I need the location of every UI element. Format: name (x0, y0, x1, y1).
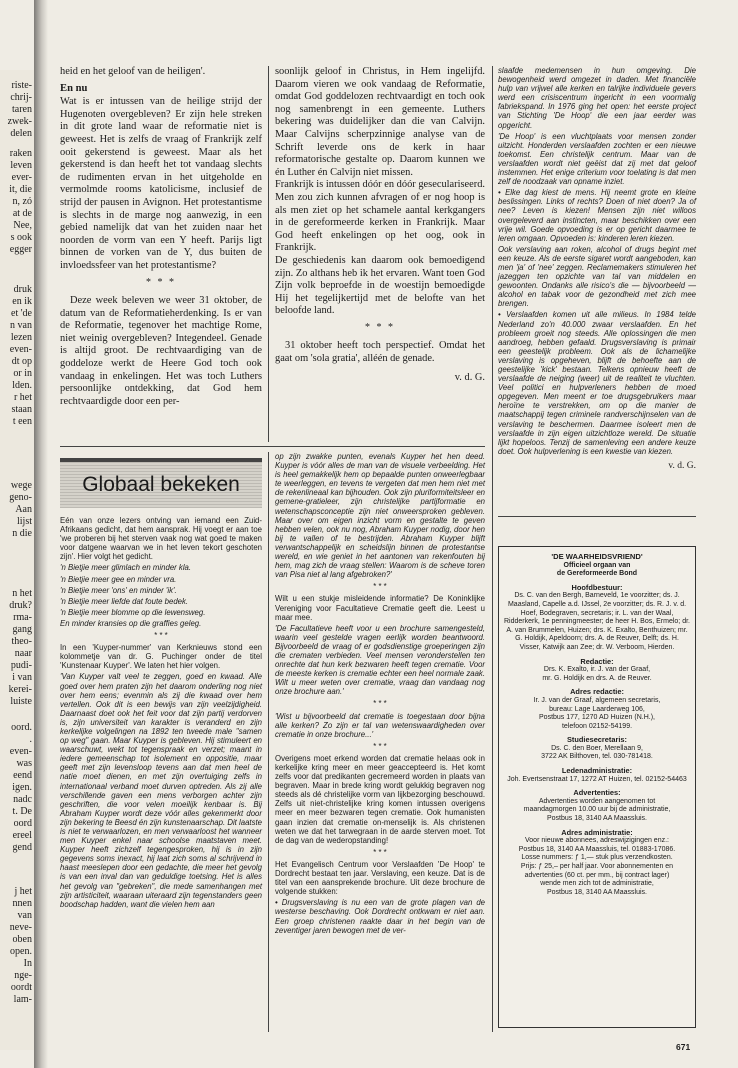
masthead-box (498, 546, 696, 1028)
masthead-line: maandagmorgen 10.00 uur bij de administratie, (523, 806, 671, 814)
masthead-sections (504, 584, 690, 898)
page-edge-fragment: or in (13, 368, 32, 379)
author-signature: v. d. G. (454, 371, 485, 383)
page-edge-fragment: oordt (10, 982, 32, 993)
paragraph: Wilt u een stukje misleidende informatie? De Koninklijke Vereniging voor Facultatieve Crematie geeft die. Leest u maar mee. (275, 594, 485, 622)
page-fold-shadow (34, 0, 48, 1068)
page-edge-fragment: wege (10, 480, 32, 491)
masthead-line: Postbus 177, 1270 AD Huizen (N.H.), (539, 714, 655, 722)
page-edge-fragment: van (17, 910, 32, 921)
masthead-line: Postbus 18, 3140 AA Maassluis. (546, 815, 647, 823)
masthead-title: 'DE WAARHEIDSVRIEND' (551, 552, 643, 561)
masthead-section (504, 829, 690, 898)
masthead-section (504, 736, 690, 762)
page-edge-fragment: oben (12, 934, 32, 945)
paragraph: Deze week beleven we weer 31 oktober, de datum van de Reformatieherdenking. Is er van de Reformatie, tegenover het machtige Rome, niet weinig overgebleven? Integendeel. Genade is altijd groot. De rechtvaardiging van de goddeloze werkt de Heere God toch ook vandaag in enkelingen. Het was toch Luthers persoonlijke ontdekking, dat God hem rechtvaardigde door een per- (60, 295, 262, 407)
article-column-right (275, 66, 485, 384)
masthead-section-heading: Advertenties: (573, 788, 621, 798)
page-edge-fragment: lden. (12, 380, 32, 391)
masthead-line: Losse nummers: ƒ 1,— stuk plus verzendkosten. (521, 854, 673, 862)
article-column-left (60, 66, 262, 408)
page-edge-fragment: lijst (16, 516, 32, 527)
section-separator: * * * (365, 321, 395, 333)
masthead-subtitle: Officieel orgaan van (563, 561, 631, 569)
page-edge-fragment: nge- (14, 970, 32, 981)
page-edge-fragment: eend (13, 770, 32, 781)
page-edge-fragment: et 'de (11, 308, 32, 319)
page-edge-fragment: n van (10, 320, 32, 331)
paragraph: 'De Hoop' is een vluchtplaats voor mensen zonder uitzicht. Honderden verslaafden zochten er een nieuwe toekomst. Een christelijk centrum. Maar van de verslaafden wordt niet geëist dat zij met dat geloof instemmen. Het enige criterium voor toelating is dat men zelf de noodzaak van opname inziet. (498, 131, 696, 187)
page-edge-fragment: egger (9, 244, 32, 255)
masthead-line: Joh. Evertsenstraat 17, 1272 AT Huizen, tel. 02152-54463 (507, 775, 687, 783)
masthead-line: Ds. C. van den Bergh, Barneveld, 1e voorzitter; ds. J. Maasland, Capelle a.d. IJssel, 2e voorzitter; ds. R. J. v. d. Hoef, Bodegraven, secretaris; ir. L. van der Waal, Ridderkerk, 1e penningmeester; de heer H. Bos, Ermelo; dr. A. van Brummelen, Huizen; drs. K. Exalto, Benthuizen; mr. G. Holdijk, Apeldoorn; drs. A. de Reuver, Delft; ds. H. Visser, Katwijk aan Zee; dr. W. Verboom, Hierden. (504, 592, 690, 651)
column-divider (492, 66, 493, 1032)
masthead-subtitle: de Gereformeerde Bond (556, 570, 638, 578)
page-edge-fragment: In (23, 958, 32, 969)
masthead-line: Prijs: ƒ 25,– per half jaar. Voor abonnementen en (520, 863, 674, 870)
section-divider (498, 516, 696, 517)
paragraph: soonlijk geloof in Christus, in Hem ingelijfd. Daarom vieren we ook vandaag de Reformatie, omdat God goddelozen rechtvaardigt en toch ook nog samenbrengt in een gemeente. Luthers bekering was duidelijker dan die van Calvijn. Maar Calvijns scherpzinnige analyse van de Schrift leverde ons de kerk in haar reformatorische gestalte op. Daarom kunnen we én Luther én Calvijn niet missen. (275, 66, 485, 178)
page-edge-fragment: riste- (11, 80, 32, 91)
paragraph: 31 oktober heeft toch perspectief. Omdat het gaat om 'sola gratia', alléén de genade. (275, 340, 485, 365)
page-edge-fragment: it, die (9, 184, 32, 195)
masthead-line: advertenties (60 ct. per mm., bij contract lager) (524, 871, 670, 879)
section-separator: * * * (373, 582, 387, 592)
page-edge-fragment: oord. (11, 722, 32, 733)
masthead-section (504, 658, 690, 684)
page-edge-fragment: nadc (13, 794, 32, 805)
masthead-section-heading: Studiesecretaris: (567, 735, 627, 745)
section-separator: * * * (373, 741, 387, 751)
globaal-column-2 (275, 452, 485, 937)
page-edge-fragment: naar (14, 648, 32, 659)
paragraph: • Elke dag kiest de mens. Hij neemt grote en kleine beslissingen. Links of rechts? Doen of niet doen? Ja of nee? Leven is kiezen! Mensen zijn niet willoos overgeleverd aan instincten, maar beschikken over een vrije wil. Goede opvoeding is er op gericht daarmee te leren omgaan. Opvoeden is: kinderen leren kiezen. (498, 188, 696, 243)
paragraph: op zijn zwakke punten, evenals Kuyper het hen deed. Kuyper is vóór alles de man van de visuele verbeelding. Het is heel gemakkelijk hem op bepaalde punten onweerlegbaar te weerleggen, en tevens te vergeten dat men hem niet met de rekenlineaal kan bijhouden. Ook zijn pluriformiteitsleer en gemene-gratieleer, zijn christelijke partijformatie en wetenschapsconceptie zijn niet onweersproken gebleven. Maar over om eigen inzicht vorm en gestalte te geven hebben velen, ook nu nog, Abraham Kuyper nodig, door hen bij te vallen of te bestrijden. Abraham Kuyper blijft verwantschappelijk en scheidslijn binnen de protestantse wereld, en wie geniet in het aantonen van rekenfouten bij hem, mag zich de vraag stellen: Waarom is de scheve toren van Pisa niet al lang afgebroken?' (275, 452, 485, 580)
page-edge-fragment: . (29, 734, 32, 745)
paragraph: 'n Bietjie meer glimlach en minder kla. (60, 563, 192, 573)
column-divider (268, 452, 269, 1032)
page-edge-fragment: rma- (13, 612, 32, 623)
masthead-section-heading: Adres administratie: (561, 827, 633, 837)
masthead-section-heading: Redactie: (580, 656, 614, 666)
globaal-column-1 (60, 516, 262, 911)
masthead-line: telefoon 02152-54199. (561, 722, 633, 730)
page-edge-fragment: lam- (13, 994, 32, 1005)
page-edge-fragment: i van (12, 672, 32, 683)
page-edge-fragment: even- (9, 344, 32, 355)
masthead-line: Postbus 18, 3140 AA Maassluis, tel. 01883-17086. (518, 845, 676, 853)
paragraph: slaafde medemensen in hun omgeving. Die bewogenheid werd omgezet in daden. Met financiële hulp van vrijwel alle kerken en talrijke individuele gevers werd een crisiscentrum ingericht in een voormalig fabriekspand. In 1976 ging het open: het eerste project van Stichting 'De Hoop' die een jaar eerder was opgericht. (498, 66, 696, 130)
previous-page-edge (0, 70, 36, 1050)
page-edge-fragment: s ook (10, 232, 32, 243)
paragraph: Ook verslaving aan roken, alcohol of drugs begint met een keuze. Als de eerste sigaret wordt aangeboden, kan men 'ja' of 'nee' zeggen. Reclamemakers stimuleren het jazeggen ten opzichte van tal van middelen en gewoonten. Ondanks alle risico's die — bijvoorbeeld — alcohol en tabak voor de gezondheid met zich mee brengen. (498, 244, 696, 309)
page-edge-fragment: igen. (12, 782, 32, 793)
paragraph: • Drugsverslaving is nu een van de grote plagen van de westerse beschaving. Ook Dordrecht ontkwam er niet aan. Een groep christenen raakte daar in het begin van de zeventiger jaren bewogen met de ver- (275, 898, 485, 935)
page-edge-fragment: zwek- (7, 116, 32, 127)
masthead-line: bureau: Lage Laarderweg 106, (549, 705, 645, 713)
paragraph: In een 'Kuyper-nummer' van Kerknieuws stond een kolommetje van dr. G. Puchinger onder de titel 'Kunstenaar Kuyper'. We laten het hier volgen. (60, 643, 262, 671)
masthead-section (504, 688, 690, 731)
paragraph: Eén van onze lezers ontving van iemand een Zuid-Afrikaans gedicht, dat hem aansprak. Hij voegt er aan toe 'we proberen bij het sterven vaak nog wat goed te maken voor datgene waarvan we in het leven tekort geschoten zijn'. Hier volgt het gedicht. (60, 516, 262, 562)
page-edge-fragment: ereel (12, 830, 32, 841)
page-edge-fragment: theo- (11, 636, 32, 647)
paragraph: 'De Facultatieve heeft voor u een brochure samengesteld, waarin veel gestelde vragen eerlijk worden beantwoord. Bijvoorbeeld de vraag of er godsdienstige groeperingen zijn die crematen verbieden. Veel mensen veronderstellen ten onrechte dat hun kerk bezwaren heeft tegen crematie. Voor de meeste kerken is crematie echter een heel normale zaak. Wilt u meer weten over crematie, vraag dan vandaag nog onze brochure aan.' (275, 623, 485, 697)
page-edge-fragment: was (16, 758, 32, 769)
masthead-line: Drs. K. Exalto, ir. J. van der Graaf, (543, 666, 651, 674)
paragraph: En minder kransies op die graffies geleg. (60, 618, 202, 628)
page-edge-fragment: Nee, (13, 220, 32, 231)
masthead-line: 3722 AK Bilthoven, tel. 030-781418. (541, 753, 653, 761)
author-signature: v. d. G. (668, 460, 696, 471)
page-edge-fragment: leven (10, 160, 32, 171)
masthead-section-heading: Adres redactie: (570, 687, 624, 697)
page-edge-fragment: taren (12, 104, 32, 115)
page-edge-fragment: kerei- (8, 684, 32, 695)
masthead-section-heading: Ledenadministratie: (561, 766, 633, 776)
page-edge-fragment: Aan (15, 504, 32, 515)
page-edge-fragment: n die (12, 528, 32, 539)
page-edge-fragment: nnen (12, 898, 32, 909)
paragraph: 'n Bietjie meer gee en minder vra. (60, 574, 177, 584)
paragraph: 'n Bietjie meer liefde dat foute bedek. (60, 596, 189, 606)
masthead-section (504, 789, 690, 823)
paragraph: 'Wist u bijvoorbeeld dat crematie is toegestaan door bijna alle kerken? Zo zijn er tal van wetenswaardigheden over crematie in onze brochure...' (275, 711, 485, 739)
section-separator: * * * (373, 699, 387, 709)
column-divider (268, 66, 269, 442)
masthead-line: Ir. J. van der Graaf, algemeen secretaris, (533, 696, 661, 704)
paragraph: De geschiedenis kan daarom ook bemoedigend zijn. Zo althans heb ik het ervaren. Want toen God Zijn volk beproefde in de woestijn bemoedigde Hij het tegelijkertijd met de belofte van het beloofde land. (275, 254, 485, 317)
page-edge-fragment: chrij- (10, 92, 32, 103)
page-edge-fragment: neve- (9, 922, 32, 933)
page-edge-fragment: t een (12, 416, 32, 427)
paragraph: Frankrijk is intussen dóór en dóór geseculariseerd. Men zou zich kunnen afvragen of er nog hoop is als men ziet op het schamele aantal kerkgangers in de gereformeerde kerken in Frankrijk. Maar God heeft enkelingen op het oog, ook in Frankrijk. (275, 179, 485, 254)
section-separator: * * * (146, 276, 176, 288)
page-edge-fragment: t. De (12, 806, 32, 817)
page-edge-fragment: lezen (10, 332, 32, 343)
masthead-line: Ds. C. den Boer, Merellaan 9, (551, 744, 643, 752)
page-edge-fragment: at de (12, 208, 32, 219)
section-separator: * * * (373, 847, 387, 857)
paragraph: 'Van Kuyper valt veel te zeggen, goed en kwaad. Alle goed over hem praten zijn het daarom onderling nog niet over hem eens; evenmin als zij die kwaad over hem vertellen. Ook dit is een bewijs van zijn veelzijdigheid. Daarnaast doet ook het feit voor dat zijn partij verdorven is, zijn universiteit van karakter is veranderd en zijn kerkelijke volgelingen na 1892 ten tweede male "samen op weg" gaan. Maar Kuyper is gebleven. Hij stimuleert en waarschuwt, wekt tot tegenspraak en verzet; maant in iedere gemeenschap tot isolement en oppositie, maar geeft met zijn levensloop tevens aan dat men heel de natie moet dienen, en met zijn overtuiging zelfs in internationaal verband moet durven optreden. Als zij alle verschillende gaven een mens verborgen achter zijn geschriften, die voor velen moeilijk kenbaar is. Bij Abraham Kuyper wordt deze vóór alles gekenmerkt door zijn bekering te Beesd én zijn kunstenaarschap. Dit laatste is niet te verwaarlozen, en men verwaarloost het wanneer men Kuyper enkel naar schoolse maatstaven meet. Kuyper heeft zichzelf tegengesproken, hij is in zijn gegevens soms inexact, hij laat zich soms al schrijvend in haast meeslepen door een gedachte, die meer het gevolg is van een inval dan van geduldige toetsing. Het is alles het gevolg van "gebreken", die mede samenhangen met zijn artisticiteit, waaraan uiteraard zijn tegenstanders geen boodschap hadden, want die vielen hem aan (60, 672, 262, 909)
masthead-section (504, 584, 690, 653)
paragraph: 'n Bietjie meer blomme op die lewensweg. (60, 607, 206, 617)
page-edge-fragment: n het (12, 588, 32, 599)
section-separator: * * * (154, 631, 168, 641)
paragraph: Overigens moet erkend worden dat crematie helaas ook in kerkelijke kring meer en meer geaccepteerd is. Het komt zelfs voor dat predikanten gecremeerd worden in plaats van begraven. Maar in brede kring wordt gelukkig begraven nog steeds als dé christelijke vorm van lijkbezorging beschouwd. Zelfs uit niet-christelijke kring komen intussen overigens meer en meer bezwaren tegen crematie. Ook humanisten gaan inzien dat crematie on-menselijk is. Als christenen weten we dat het tarwegraan in de aarde sterven moet. Tot de dag van de wederopstanding! (275, 753, 485, 845)
paragraph: • Verslaafden komen uit alle milieus. In 1984 telde Nederland zo'n 40.000 zwaar verslaafden. En het probleem groeit nog steeds. Alle oplossingen die men aandroeg, hebben gefaald. Drugsverslaving is primair een geestelijk probleem. Ook als de lichamelijke verslaving is opgeheven, blijft de behoefte aan de geestelijke 'kick' bestaan. Telkens opnieuw heeft de verslaafde de neiging (weer) uit de realiteit te vluchten. Veel politici en hulpverleners hebben de moed opgegeven. Men meent er toe drugsgebruikers maar heroïne te verstrekken, om op die manier de maatschappij tegen criminele randverschijnselen van de verslaving te beschermen. Daarmee isoleert men de verslaafde in zijn eigen uitzichtloze wereld. De situatie lijkt hopeloos. Tenzij de samenleving een andere keuze doet. Ook hulpverlening is een kwestie van kiezen. (498, 310, 696, 456)
masthead-section (504, 767, 690, 784)
section-divider (60, 446, 485, 447)
page-edge-fragment: gend (12, 842, 32, 853)
page-edge-fragment: n, zó (12, 196, 32, 207)
page-edge-fragment: dt op (11, 356, 32, 367)
page-edge-fragment: en ik (12, 296, 32, 307)
page-edge-fragment: open. (10, 946, 32, 957)
globaal-bekeken-title: Globaal bekeken (82, 473, 240, 496)
masthead-line: Postbus 18, 3140 AA Maassluis. (546, 888, 647, 896)
page-edge-fragment: raken (9, 148, 32, 159)
page-edge-fragment: geno- (9, 492, 32, 503)
masthead-section-heading: Hoofdbestuur: (571, 582, 623, 592)
page-edge-fragment: delen (10, 128, 32, 139)
page-edge-fragment: r het (13, 392, 32, 403)
page-edge-fragment: ever- (11, 172, 32, 183)
globaal-bekeken-heading (60, 462, 262, 508)
page-number: 671 (676, 1042, 691, 1052)
globaal-column-3 (498, 66, 696, 471)
paragraph: Het Evangelisch Centrum voor Verslaafden 'De Hoop' te Dordrecht bestaat ten jaar. Verslaving, een keuze. Dat is de titel van een aansprekende brochure. Uit deze brochure de volgende stukken: (275, 859, 485, 897)
paragraph: Wat is er intussen van de heilige strijd der Hugenoten overgebleven? Er zijn hele streken in dit grote land waar de reformatie niet is geweest. Het is zelfs de vraag of Frankrijk zelf ooit gekerstend is geweest. Maar als het gekerstend is dan heeft het tot vandaag slechts de rudimenten ervan in het uitgeholde en vermolmde rooms katolicisme, inclusief de strijd der pausen in Avignon. Het protestantisme is slechts in de marge nog aanwezig, in een gebied namelijk dat van het zuiden naar het noorden de vorm van een Y heeft. Parijs ligt binnen de vorken van de Y, dus buiten de invloedssfeer van het protestantisme? (60, 96, 262, 271)
masthead-line: Voor nieuwe abonnees, adreswijzigingen enz.: (525, 837, 669, 845)
page-edge-fragment: oord (13, 818, 32, 829)
page-edge-fragment: gang (12, 624, 32, 635)
page-edge-fragment: pudi- (10, 660, 32, 671)
paragraph: 'n Bietjie meer 'ons' en minder 'ik'. (60, 585, 177, 595)
section-heading: En nu (60, 82, 88, 94)
masthead-line: wende men zich tot de administratie, (540, 880, 654, 888)
masthead-line: mr. G. Holdijk en drs. A. de Reuver. (542, 674, 652, 682)
page-edge-fragment: j het (14, 886, 32, 897)
page-edge-fragment: staan (11, 404, 32, 415)
paragraph: heid en het geloof van de heiligen'. (60, 66, 206, 77)
page-edge-fragment: druk? (9, 600, 32, 611)
masthead-line: Advertenties worden aangenomen tot (538, 797, 656, 805)
page-edge-fragment: druk (13, 284, 32, 295)
page-edge-fragment: even- (9, 746, 32, 757)
page-edge-fragment: luiste (10, 696, 32, 707)
